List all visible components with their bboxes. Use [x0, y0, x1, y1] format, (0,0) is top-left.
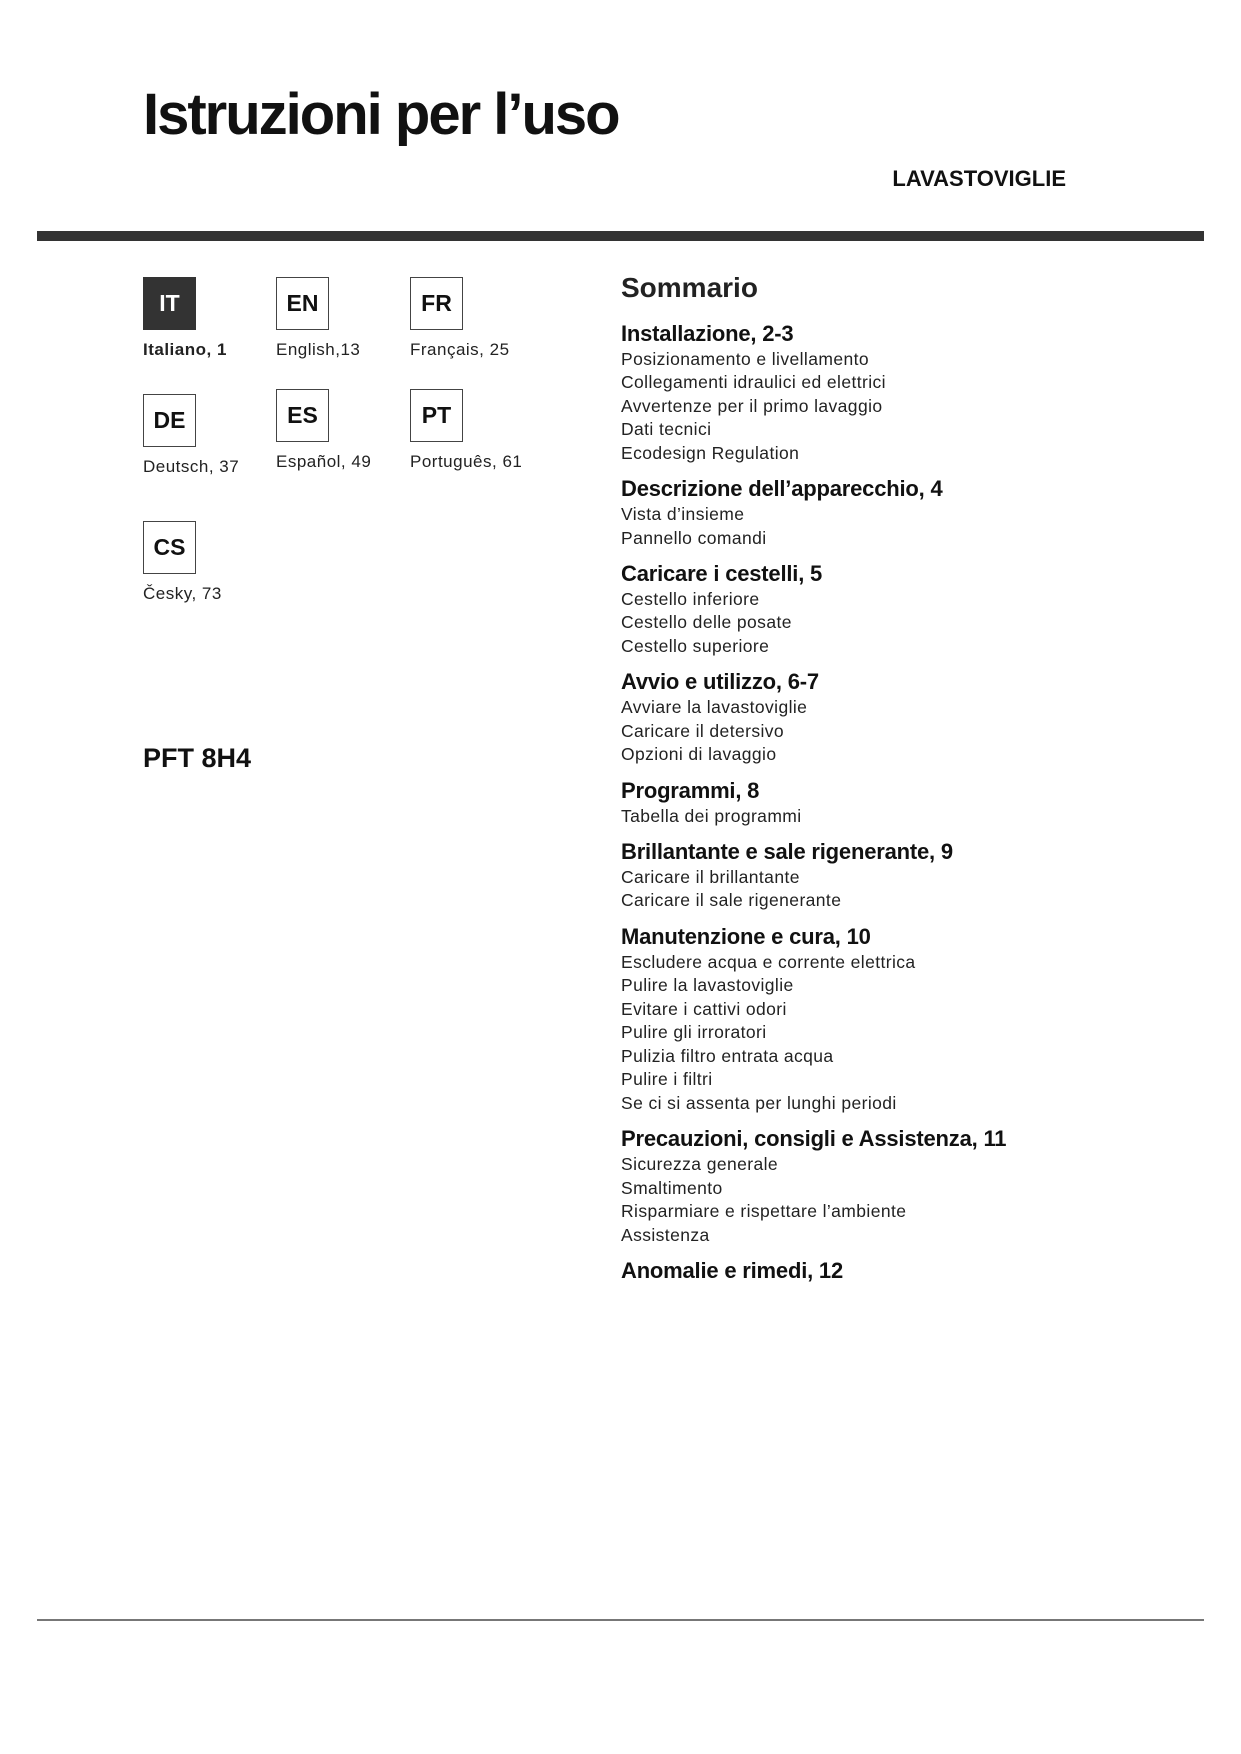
toc-section-heading[interactable]: Manutenzione e cura, 10 [621, 923, 871, 949]
language-en[interactable] [276, 277, 360, 360]
toc-section [621, 669, 1201, 766]
toc-section-heading[interactable]: Programmi, 8 [621, 777, 760, 803]
toc-item[interactable]: Risparmiare e rispettare l’ambiente [621, 1201, 907, 1222]
toc-item[interactable]: Se ci si assenta per lunghi periodi [621, 1092, 897, 1113]
toc-item[interactable]: Assistenza [621, 1224, 710, 1245]
toc-section-heading[interactable]: Anomalie e rimedi, 12 [621, 1258, 843, 1284]
toc-sections [621, 321, 1201, 1285]
toc-item[interactable]: Escludere acqua e corrente elettrica [621, 951, 916, 972]
toc-item[interactable]: Avvertenze per il primo lavaggio [621, 395, 883, 416]
language-code: PT [410, 389, 463, 442]
header-divider [37, 231, 1204, 241]
toc-item[interactable]: Pannello comandi [621, 527, 767, 548]
toc-section [621, 561, 1201, 658]
toc-item[interactable]: Caricare il sale rigenerante [621, 890, 842, 911]
toc-item[interactable]: Pulire la lavastoviglie [621, 975, 794, 996]
toc-section [621, 839, 1201, 913]
language-code: IT [143, 277, 196, 330]
toc-item[interactable]: Pulizia filtro entrata acqua [621, 1045, 834, 1066]
language-es[interactable] [276, 389, 371, 472]
toc-item[interactable]: Collegamenti idraulici ed elettrici [621, 372, 886, 393]
language-code: CS [143, 521, 196, 574]
product-category: LAVASTOVIGLIE [892, 166, 1066, 191]
language-label: Español, 49 [276, 452, 372, 471]
language-code: ES [276, 389, 329, 442]
toc-section-heading[interactable]: Installazione, 2-3 [621, 321, 794, 346]
toc-title: Sommario [621, 272, 758, 303]
toc-section [621, 778, 1201, 828]
language-pt[interactable] [410, 389, 522, 472]
page-title: Istruzioni per l’uso [143, 82, 619, 147]
language-label: Français, 25 [410, 340, 510, 359]
toc-item[interactable]: Opzioni di lavaggio [621, 744, 777, 765]
language-cs[interactable] [143, 521, 222, 604]
toc-item[interactable]: Caricare il detersivo [621, 720, 785, 741]
language-code: DE [143, 394, 196, 447]
language-code: EN [276, 277, 329, 330]
toc-section-heading[interactable]: Precauzioni, consigli e Assistenza, 11 [621, 1126, 1007, 1152]
language-de[interactable] [143, 394, 239, 477]
toc-item[interactable]: Dati tecnici [621, 419, 712, 440]
toc-section-heading[interactable]: Caricare i cestelli, 5 [621, 561, 823, 587]
language-label: Italiano, 1 [143, 340, 227, 359]
toc-item[interactable]: Caricare il brillantante [621, 866, 800, 887]
toc-section [621, 321, 1201, 465]
toc-item[interactable]: Cestello delle posate [621, 612, 792, 633]
toc-item[interactable]: Evitare i cattivi odori [621, 998, 787, 1019]
language-it[interactable] [143, 277, 227, 360]
toc-item[interactable]: Smaltimento [621, 1177, 723, 1198]
toc-item[interactable]: Avviare la lavastoviglie [621, 697, 808, 718]
toc-section-heading[interactable]: Avvio e utilizzo, 6-7 [621, 669, 819, 695]
language-fr[interactable] [410, 277, 510, 360]
toc-section [621, 924, 1201, 1115]
language-label: Português, 61 [410, 452, 523, 471]
toc-item[interactable]: Pulire gli irroratori [621, 1022, 767, 1043]
language-code: FR [410, 277, 463, 330]
toc-item[interactable]: Pulire i filtri [621, 1069, 713, 1090]
toc-section-heading[interactable]: Descrizione dell’apparecchio, 4 [621, 476, 943, 502]
toc-item[interactable]: Cestello superiore [621, 635, 770, 656]
toc-item[interactable]: Tabella dei programmi [621, 805, 802, 826]
toc-item[interactable]: Sicurezza generale [621, 1154, 779, 1175]
model-number: PFT 8H4 [143, 743, 252, 773]
language-label: Česky, 73 [143, 584, 222, 603]
language-label: Deutsch, 37 [143, 457, 240, 476]
language-label: English,13 [276, 340, 361, 359]
toc-item[interactable]: Posizionamento e livellamento [621, 348, 869, 369]
toc-item[interactable]: Vista d’insieme [621, 504, 745, 525]
toc-item[interactable]: Cestello inferiore [621, 588, 760, 609]
toc-section [621, 1258, 1201, 1285]
toc-section [621, 1126, 1201, 1247]
footer-divider [37, 1619, 1204, 1621]
toc-item[interactable]: Ecodesign Regulation [621, 442, 800, 463]
toc-section [621, 476, 1201, 550]
toc-section-heading[interactable]: Brillantante e sale rigenerante, 9 [621, 839, 953, 865]
table-of-contents [621, 272, 1201, 1296]
